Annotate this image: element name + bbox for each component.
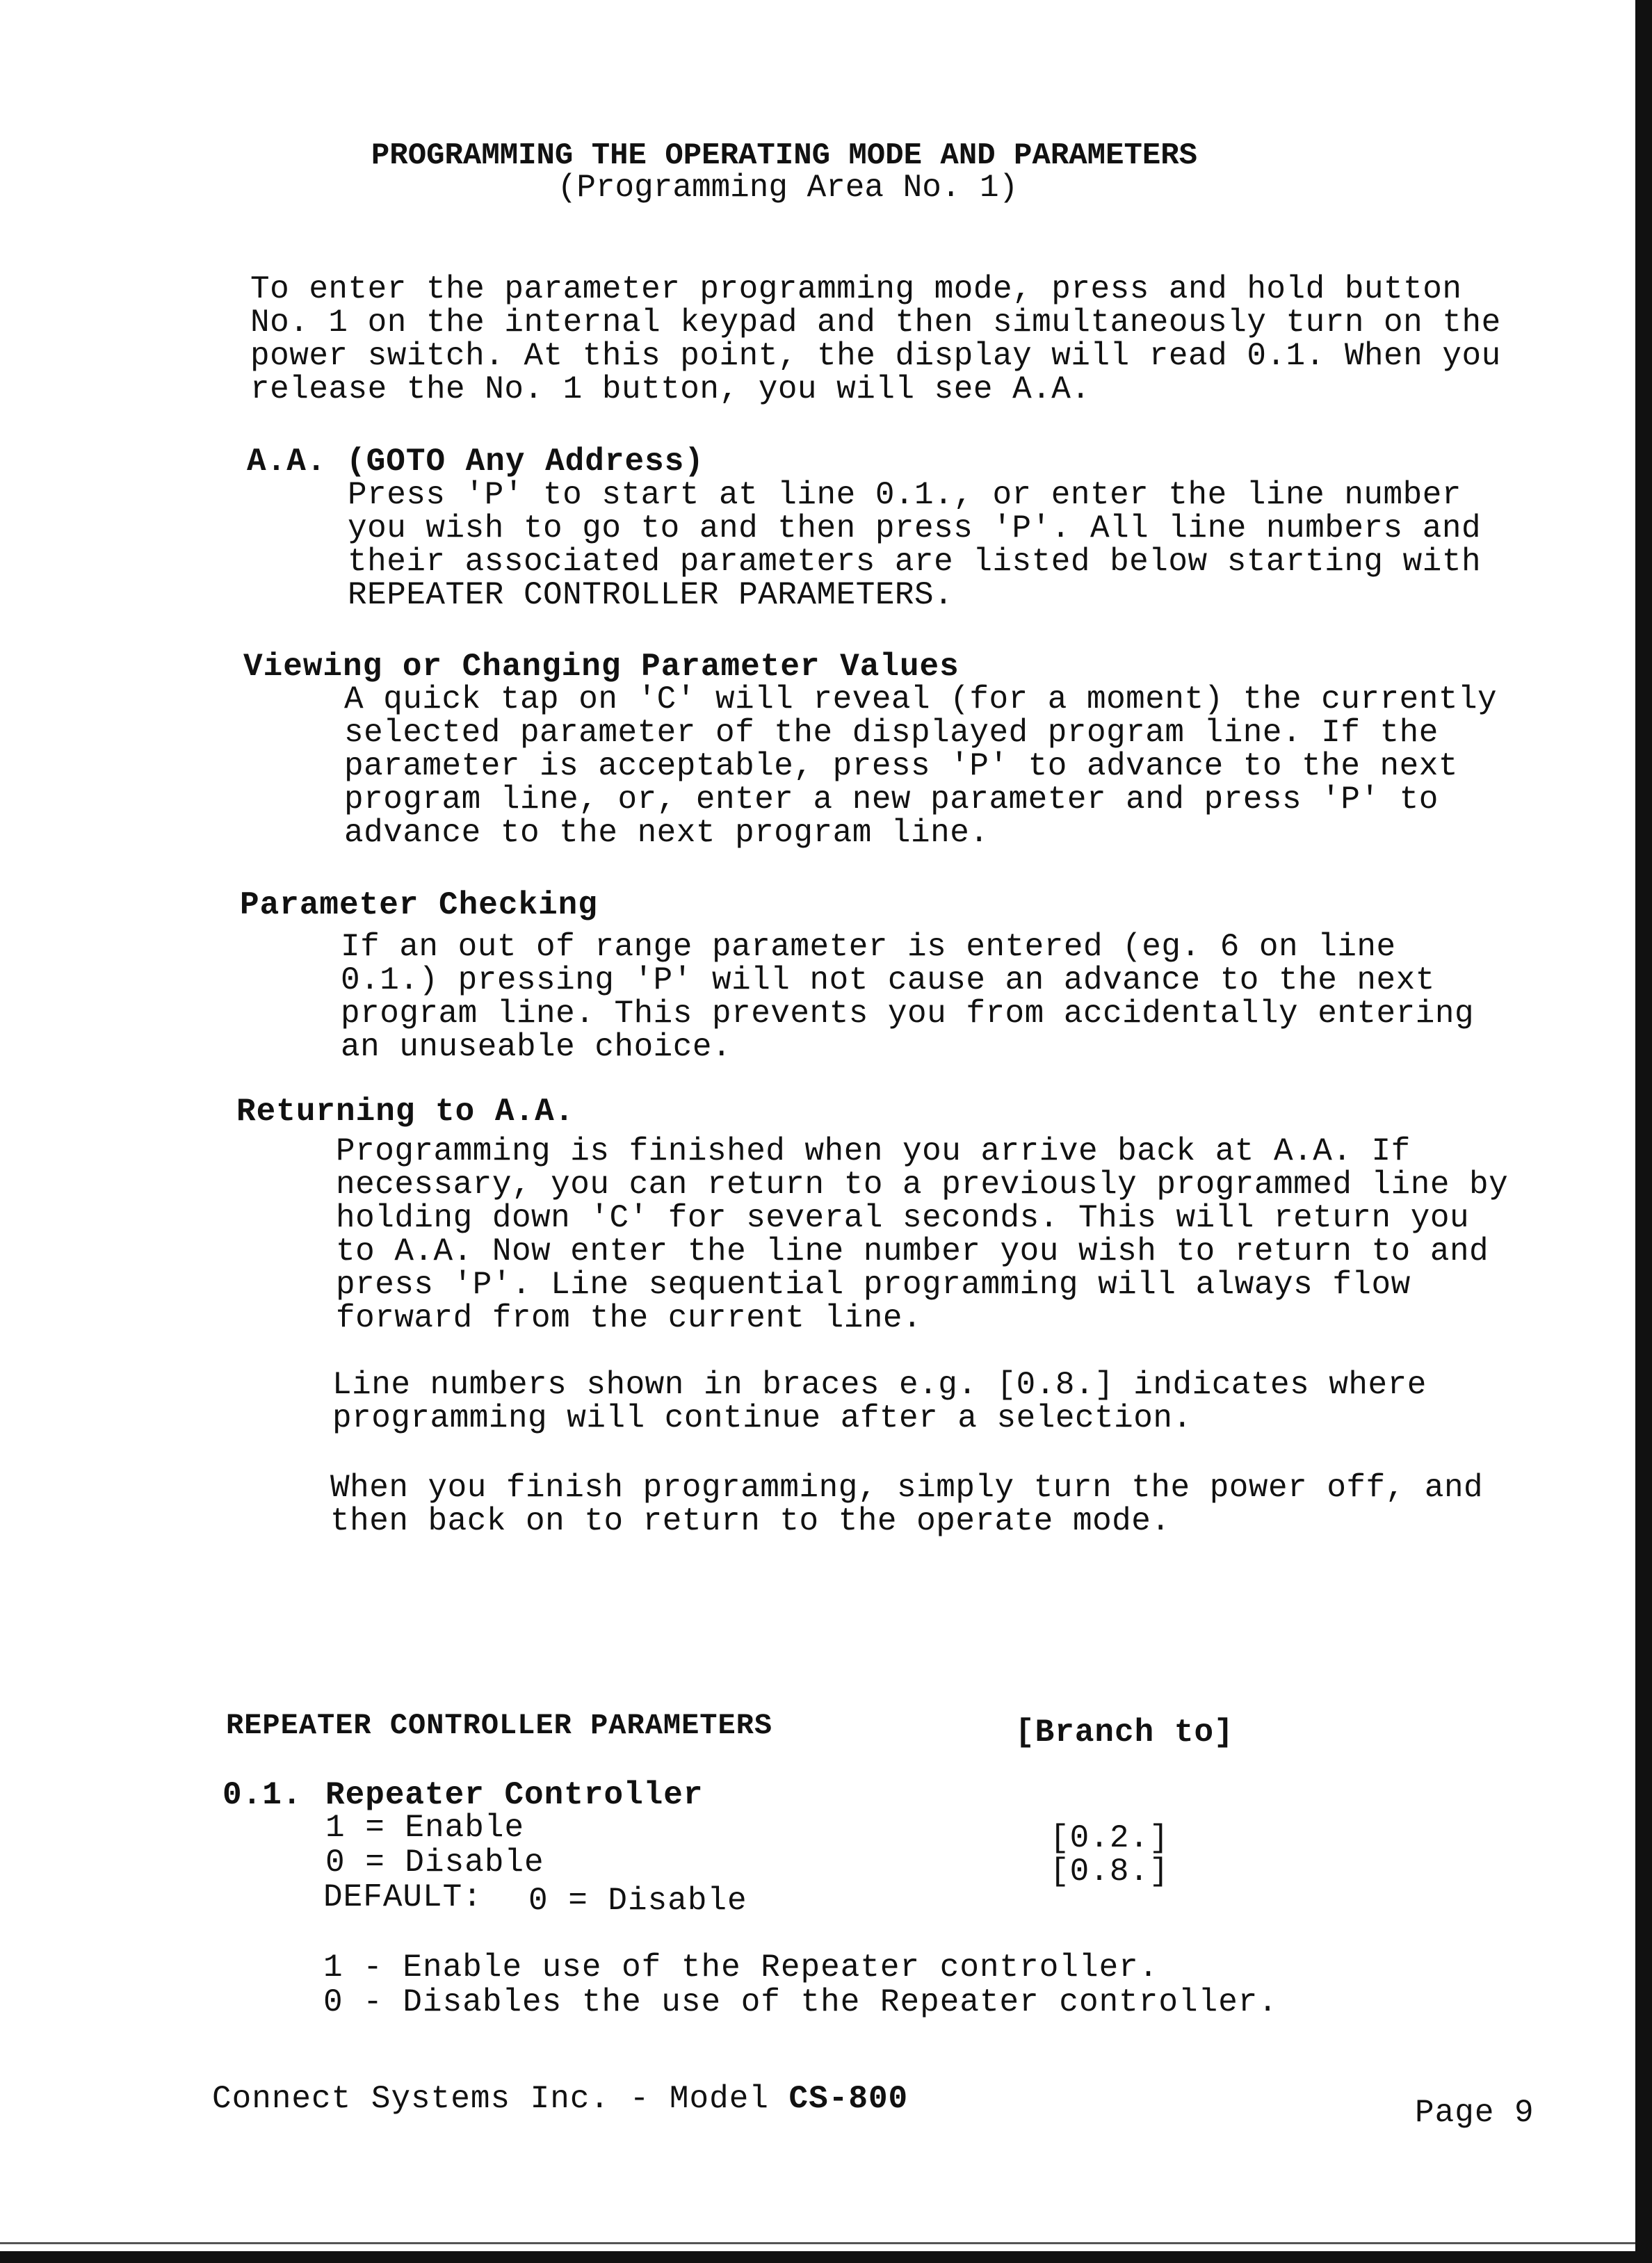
scan-edge-right (1635, 0, 1652, 2263)
section-body-checking (341, 930, 1578, 1064)
parameters-heading: REPEATER CONTROLLER PARAMETERS (226, 1709, 773, 1742)
section-line: an unuseable choice. (341, 1029, 732, 1065)
section-heading-returning: Returning to A.A. (236, 1094, 575, 1130)
note-line: then back on to return to the operate mode. (330, 1503, 1171, 1539)
scan-edge-bottom (0, 2251, 1652, 2263)
footer-company-text: Connect Systems Inc. - Model (212, 2081, 789, 2117)
section-line: you wish to go to and then press 'P'. All line numbers and (348, 510, 1482, 546)
intro-paragraph (250, 273, 1589, 406)
section-body-returning (336, 1135, 1577, 1335)
section-line: Programming is finished when you arrive back at A.A. If (336, 1133, 1411, 1169)
footer-company (212, 2082, 908, 2116)
intro-line: No. 1 on the internal keypad and then simultaneously turn on the (250, 305, 1501, 341)
intro-line: release the No. 1 button, you will see A.A. (250, 371, 1091, 407)
page-number: Page 9 (1415, 2095, 1534, 2131)
parameter-name: Repeater Controller (325, 1777, 704, 1813)
section-line: advance to the next program line. (344, 815, 989, 851)
note-line: When you finish programming, simply turn the power off, and (330, 1470, 1484, 1506)
section-line: A quick tap on 'C' will reveal (for a moment) the currently (344, 681, 1498, 717)
section-line: press 'P'. Line sequential programming will always flow (336, 1267, 1411, 1303)
option-branch: [0.2.] (1050, 1820, 1169, 1856)
section-heading-goto: A.A. (GOTO Any Address) (247, 444, 704, 480)
note-line: Line numbers shown in braces e.g. [0.8.] indicates where (332, 1367, 1427, 1403)
option-branch: [0.8.] (1050, 1854, 1169, 1890)
section-line: REPEATER CONTROLLER PARAMETERS. (348, 577, 954, 613)
default-value: 0 = Disable (528, 1883, 747, 1919)
description-line: 1 - Enable use of the Repeater controller. (323, 1949, 1159, 1986)
section-line: to A.A. Now enter the line number you wish to return to and (336, 1233, 1489, 1270)
page-title: PROGRAMMING THE OPERATING MODE AND PARAMETERS (371, 138, 1198, 173)
parameter-number: 0.1. (222, 1777, 302, 1813)
note-finish (330, 1471, 1568, 1538)
section-line: program line, or, enter a new parameter and press 'P' to (344, 781, 1439, 818)
option-label: 0 = Disable (325, 1844, 544, 1881)
section-line: 0.1.) pressing 'P' will not cause an advance to the next (341, 962, 1435, 998)
section-line: Press 'P' to start at line 0.1., or enter the line number (348, 477, 1461, 513)
note-line: programming will continue after a selection. (332, 1400, 1192, 1436)
section-line: holding down 'C' for several seconds. This will return you (336, 1200, 1470, 1236)
option-label: 1 = Enable (325, 1810, 525, 1846)
section-body-viewing (344, 683, 1582, 850)
footer-model: CS-800 (788, 2081, 909, 2117)
section-line: forward from the current line. (336, 1300, 923, 1336)
page-subtitle: (Programming Area No. 1) (557, 170, 1019, 206)
intro-line: To enter the parameter programming mode, press and hold button (250, 271, 1462, 307)
intro-line: power switch. At this point, the display will read 0.1. When you (250, 338, 1501, 374)
section-line: necessary, you can return to a previously programmed line by (336, 1167, 1509, 1203)
section-line: selected parameter of the displayed program line. If the (344, 715, 1439, 751)
note-braces (332, 1368, 1570, 1435)
section-heading-checking: Parameter Checking (240, 887, 598, 923)
section-line: If an out of range parameter is entered (eg. 6 on line (341, 929, 1396, 965)
section-line: program line. This prevents you from accidentally entering (341, 996, 1475, 1032)
section-body-goto (348, 478, 1589, 612)
section-heading-viewing: Viewing or Changing Parameter Values (243, 649, 959, 685)
section-line: their associated parameters are listed below starting with (348, 544, 1482, 580)
branch-to-heading: [Branch to] (1015, 1714, 1234, 1751)
default-label: DEFAULT: (323, 1879, 483, 1915)
description-line: 0 - Disables the use of the Repeater controller. (323, 1984, 1279, 2020)
scan-edge-bottom-line (0, 2242, 1635, 2244)
section-line: parameter is acceptable, press 'P' to advance to the next (344, 748, 1458, 784)
